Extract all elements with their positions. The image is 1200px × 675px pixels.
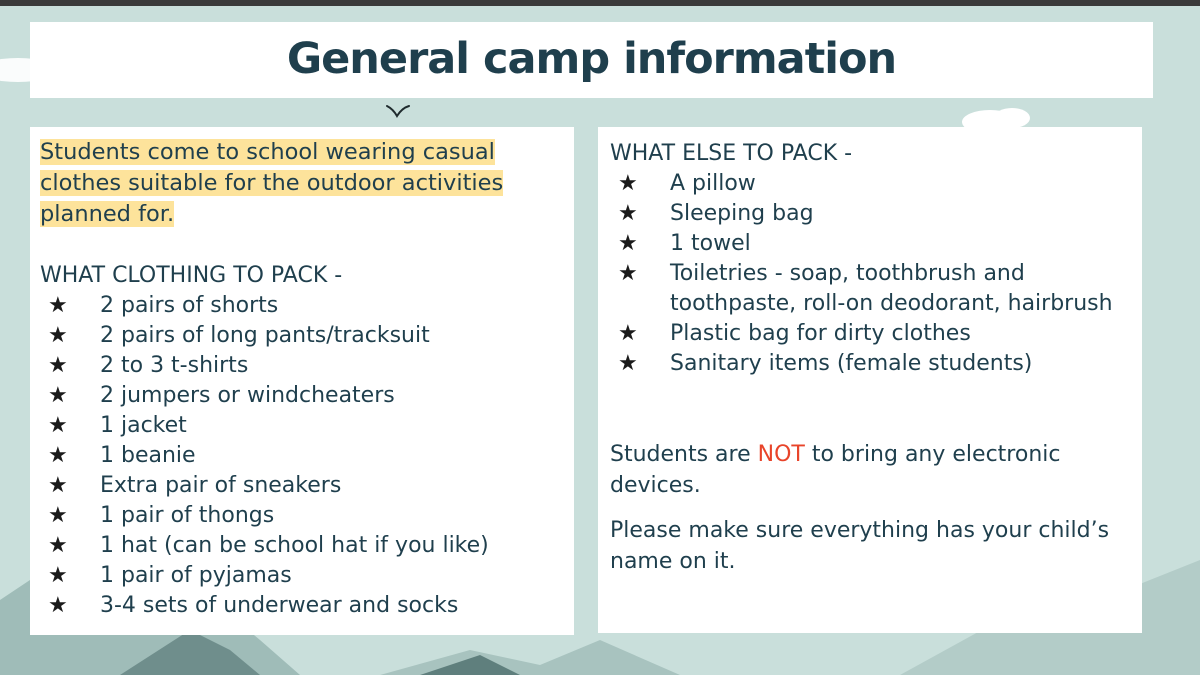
list-item [40,441,574,471]
name-reminder: Please make sure everything has your child’s name on it. [610,518,1110,574]
notice-after: to bring any electronic devices. [610,442,1061,498]
list-item-text: Extra pair of sneakers [100,473,342,498]
list-item [40,351,574,381]
list-item-text: 2 pairs of shorts [100,293,279,318]
list-item-text: 3-4 sets of underwear and socks [100,593,459,618]
clothing-list [40,291,574,621]
list-item [610,319,1142,349]
star-bullet-icon: ★ [48,593,68,618]
list-item [40,381,574,411]
intro-highlight: Students come to school wearing casual clothes suitable for the outdoor activities planned for. [40,139,504,227]
intro-text [40,137,574,230]
list-item-text: 1 beanie [100,443,196,468]
star-bullet-icon: ★ [48,293,68,318]
list-item-text: 1 jacket [100,413,187,438]
star-bullet-icon: ★ [48,563,68,588]
electronics-notice [610,439,1142,501]
list-item [610,199,1142,229]
list-item [40,291,574,321]
list-item-text: 2 to 3 t-shirts [100,353,249,378]
star-bullet-icon: ★ [48,383,68,408]
title-box [30,22,1153,98]
list-item [40,471,574,501]
star-bullet-icon: ★ [48,323,68,348]
star-bullet-icon: ★ [618,231,638,256]
star-bullet-icon: ★ [48,353,68,378]
list-item-text: Sleeping bag [670,201,814,226]
list-item [610,229,1142,259]
spacer [610,379,1142,439]
else-heading: WHAT ELSE TO PACK - [610,141,853,166]
star-bullet-icon: ★ [618,351,638,376]
list-item-text: 1 towel [670,231,751,256]
star-bullet-icon: ★ [48,443,68,468]
else-list [610,169,1142,379]
list-item-text: 1 hat (can be school hat if you like) [100,533,489,558]
clothing-heading: WHAT CLOTHING TO PACK - [40,263,343,288]
star-bullet-icon: ★ [618,321,638,346]
list-item-text: Toiletries - soap, toothbrush and toothpaste, roll-on deodorant, hairbrush [670,261,1113,316]
star-bullet-icon: ★ [48,503,68,528]
star-bullet-icon: ★ [48,473,68,498]
list-item [40,411,574,441]
spacer [40,230,574,261]
list-item [40,531,574,561]
star-bullet-icon: ★ [618,201,638,226]
list-item-text: 2 pairs of long pants/tracksuit [100,323,430,348]
list-item-text: Sanitary items (female students) [670,351,1033,376]
small-bird-icon [385,104,411,118]
star-bullet-icon: ★ [618,261,638,286]
notice-before: Students are [610,442,758,467]
page-title: General camp information [286,34,897,84]
star-bullet-icon: ★ [618,171,638,196]
list-item [610,169,1142,199]
else-panel [598,127,1142,633]
list-item-text: A pillow [670,171,756,196]
clothing-panel [30,127,574,635]
list-item [610,259,1142,319]
list-item-text: 1 pair of pyjamas [100,563,292,588]
list-item [40,321,574,351]
list-item [40,561,574,591]
list-item-text: 2 jumpers or windcheaters [100,383,395,408]
spacer [610,501,1142,515]
star-bullet-icon: ★ [48,533,68,558]
list-item-text: Plastic bag for dirty clothes [670,321,971,346]
list-item [610,349,1142,379]
star-bullet-icon: ★ [48,413,68,438]
list-item-text: 1 pair of thongs [100,503,275,528]
notice-emphasis: NOT [757,442,805,467]
list-item [40,501,574,531]
list-item [40,591,574,621]
